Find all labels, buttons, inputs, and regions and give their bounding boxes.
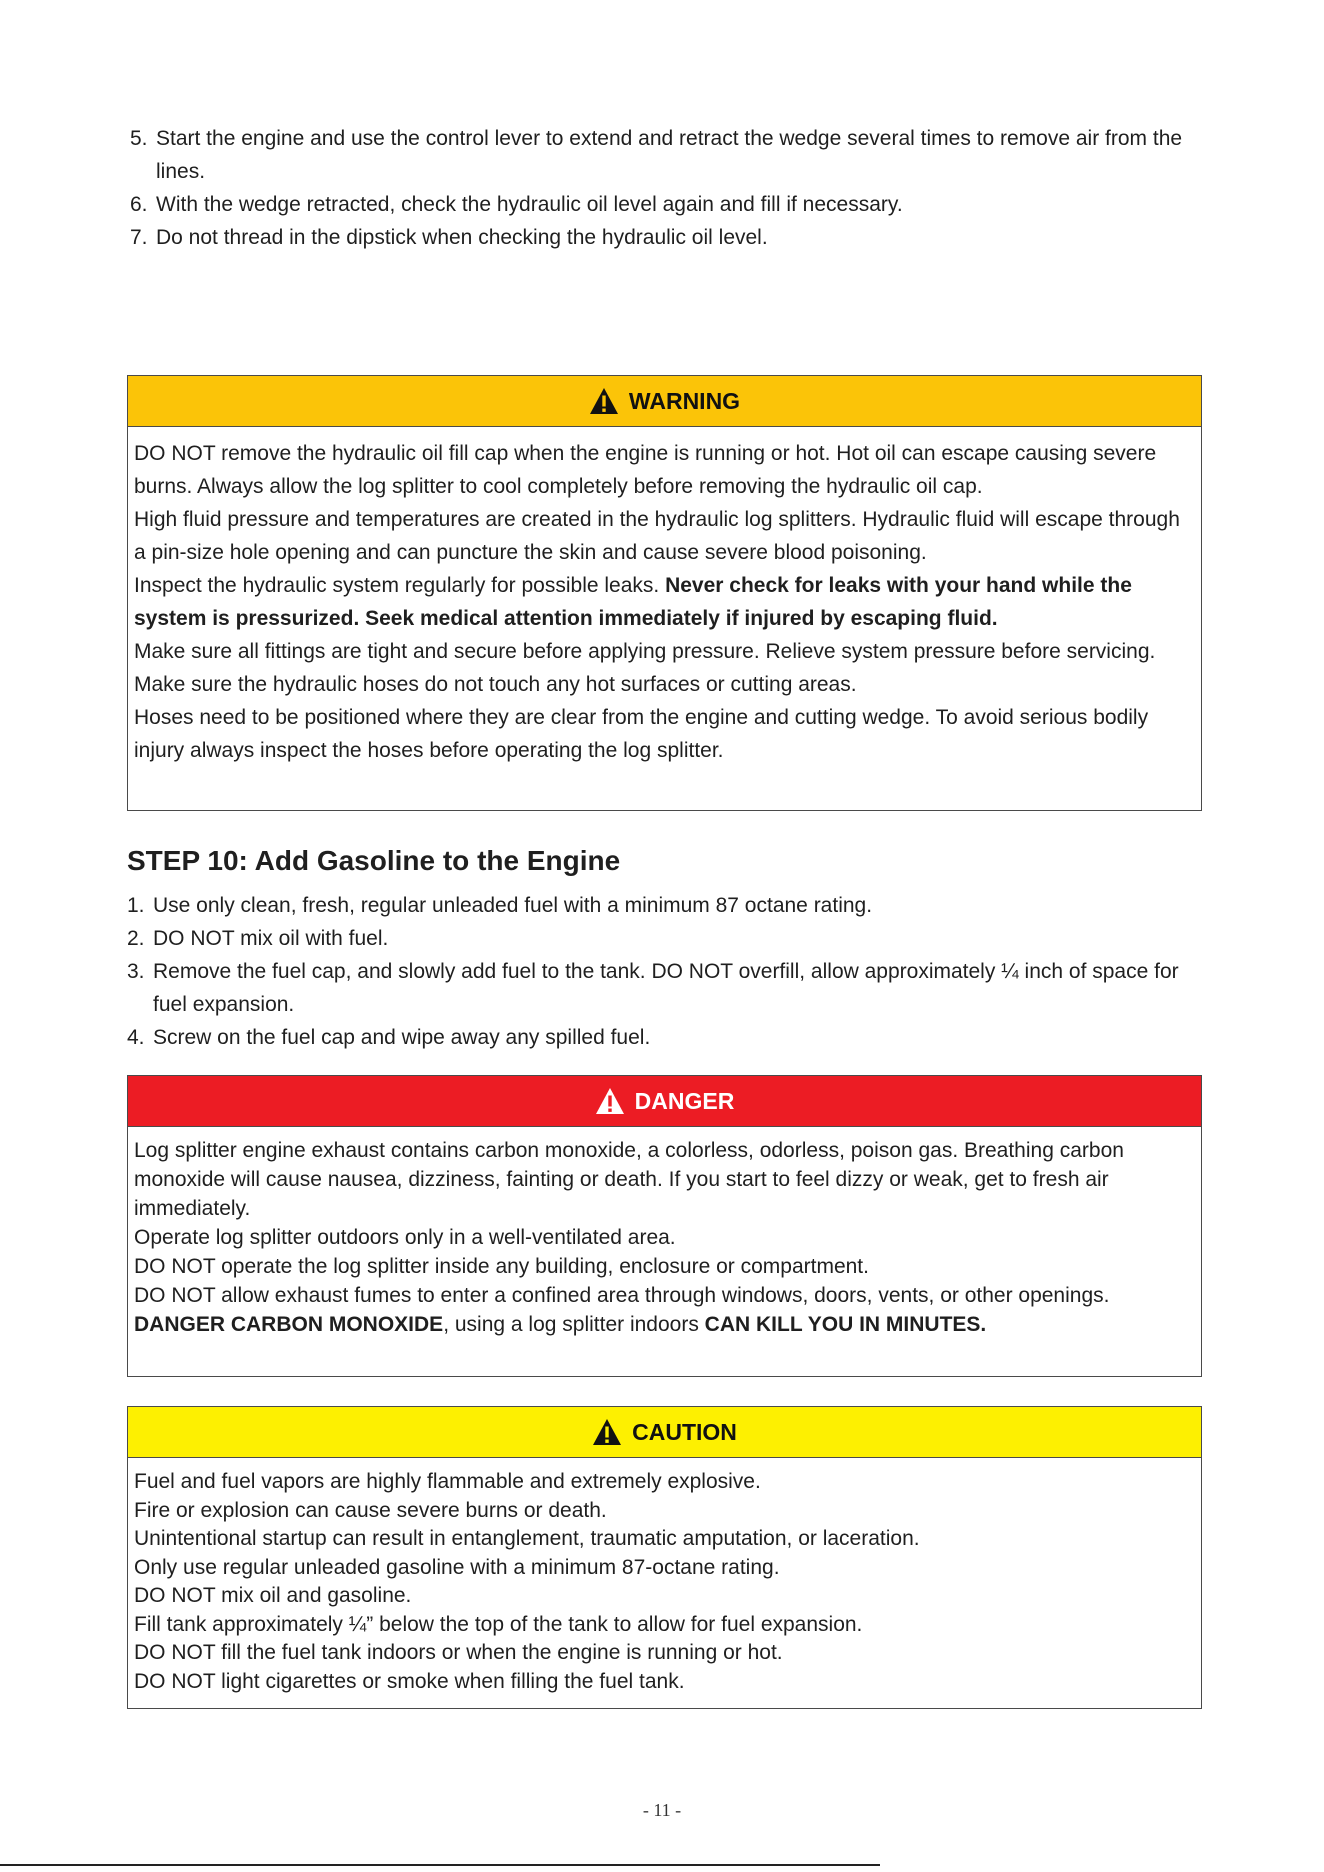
- warning-title: WARNING: [628, 387, 741, 414]
- caution-line: DO NOT light cigarettes or smoke when filling the fuel tank.: [134, 1669, 685, 1693]
- item-number: 5.: [130, 127, 148, 150]
- danger-paragraph: Log splitter engine exhaust contains carbon monoxide, a colorless, odorless, poison gas. Breathing carbon monoxide will cause nausea, dizziness, fainting or death. If you start to feel dizzy or weak, get to fresh air immediately.: [134, 1139, 1124, 1220]
- caution-line: Only use regular unleaded gasoline with a minimum 87-octane rating.: [134, 1555, 780, 1579]
- danger-paragraph: DO NOT operate the log splitter inside any building, enclosure or compartment.: [134, 1255, 869, 1278]
- item-number: 7.: [130, 226, 148, 249]
- warning-emphasis: Never check for leaks with your hand while the system is pressurized. Seek medical attention immediately if injured by escaping fluid.: [134, 574, 1132, 630]
- caution-line: Fuel and fuel vapors are highly flammable and extremely explosive.: [134, 1470, 761, 1493]
- item-text: DO NOT mix oil with fuel.: [153, 927, 389, 950]
- warning-box: [127, 375, 1202, 811]
- warning-paragraph: Make sure all fittings are tight and secure before applying pressure. Relieve system pressure before servicing.: [134, 640, 1156, 663]
- item-text: Use only clean, fresh, regular unleaded fuel with a minimum 87 octane rating.: [153, 894, 873, 917]
- item-text: Screw on the fuel cap and wipe away any spilled fuel.: [153, 1026, 651, 1049]
- caution-line: Unintentional startup can result in entanglement, traumatic amputation, or laceration.: [134, 1527, 920, 1550]
- list-item: [130, 122, 1210, 188]
- list-item: [127, 1021, 1207, 1054]
- caution-box: [127, 1406, 1202, 1709]
- warning-body: [128, 427, 1201, 773]
- warning-triangle-icon: [592, 1418, 622, 1446]
- list-item: [130, 221, 1210, 254]
- danger-emphasis: CAN KILL YOU IN MINUTES.: [704, 1313, 987, 1336]
- warning-paragraph: DO NOT remove the hydraulic oil fill cap when the engine is running or hot. Hot oil can escape causing severe burns. Always allow the log splitter to cool completely before removing the hydraulic oil cap.: [134, 442, 1157, 498]
- page-number: - 11 -: [642, 1800, 682, 1820]
- caution-line: DO NOT fill the fuel tank indoors or when the engine is running or hot.: [134, 1641, 783, 1664]
- danger-paragraph: DO NOT allow exhaust fumes to enter a confined area through windows, doors, vents, or other openings.: [134, 1284, 1110, 1307]
- caution-body: [128, 1458, 1201, 1702]
- warning-triangle-icon: [589, 387, 619, 415]
- danger-title: DANGER: [634, 1087, 735, 1114]
- warning-header: [128, 376, 1201, 427]
- danger-header: [128, 1076, 1201, 1127]
- warning-text: Inspect the hydraulic system regularly for possible leaks.: [134, 574, 666, 597]
- bottom-divider: [0, 1864, 880, 1866]
- caution-header: [128, 1407, 1201, 1458]
- item-text: Start the engine and use the control lever to extend and retract the wedge several times to remove air from the lines.: [156, 127, 1183, 183]
- list-item: [127, 922, 1207, 955]
- danger-paragraph: [134, 1310, 1195, 1339]
- danger-paragraph: Operate log splitter outdoors only in a well-ventilated area.: [134, 1226, 676, 1249]
- warning-paragraph: Hoses need to be positioned where they are clear from the engine and cutting wedge. To avoid serious bodily injury always inspect the hoses before operating the log splitter.: [134, 706, 1149, 762]
- item-text: With the wedge retracted, check the hydraulic oil level again and fill if necessary.: [156, 193, 903, 216]
- caution-line: DO NOT mix oil and gasoline.: [134, 1584, 412, 1607]
- list-item: [127, 955, 1207, 1021]
- warning-paragraph: [134, 569, 1195, 635]
- warning-paragraph: Make sure the hydraulic hoses do not touch any hot surfaces or cutting areas.: [134, 673, 857, 696]
- item-text: Do not thread in the dipstick when checking the hydraulic oil level.: [156, 226, 768, 249]
- item-number: 6.: [130, 193, 148, 216]
- danger-emphasis: DANGER CARBON MONOXIDE: [134, 1313, 444, 1336]
- danger-body: [128, 1127, 1201, 1345]
- section-heading: STEP 10: Add Gasoline to the Engine: [127, 845, 621, 876]
- warning-triangle-icon: [595, 1087, 625, 1115]
- danger-text: , using a log splitter indoors: [443, 1313, 705, 1336]
- list-item: [127, 889, 1207, 922]
- item-number: 3.: [127, 960, 145, 983]
- item-number: 4.: [127, 1026, 145, 1049]
- caution-line: Fill tank approximately ¼” below the top of the tank to allow for fuel expansion.: [134, 1612, 863, 1636]
- caution-title: CAUTION: [632, 1418, 737, 1445]
- warning-paragraph: High fluid pressure and temperatures are created in the hydraulic log splitters. Hydraulic fluid will escape through a pin-size hole opening and can puncture the skin and cause severe blood poisoning.: [134, 508, 1180, 564]
- list-item: [130, 188, 1210, 221]
- item-number: 1.: [127, 894, 145, 917]
- step10-list: [127, 889, 1207, 1054]
- danger-box: [127, 1075, 1202, 1377]
- caution-line: Fire or explosion can cause severe burns or death.: [134, 1498, 607, 1522]
- top-steps-list: [130, 122, 1210, 254]
- item-number: 2.: [127, 927, 145, 950]
- item-text: Remove the fuel cap, and slowly add fuel to the tank. DO NOT overfill, allow approximately ¼ inch of space for fuel expansion.: [153, 960, 1179, 1016]
